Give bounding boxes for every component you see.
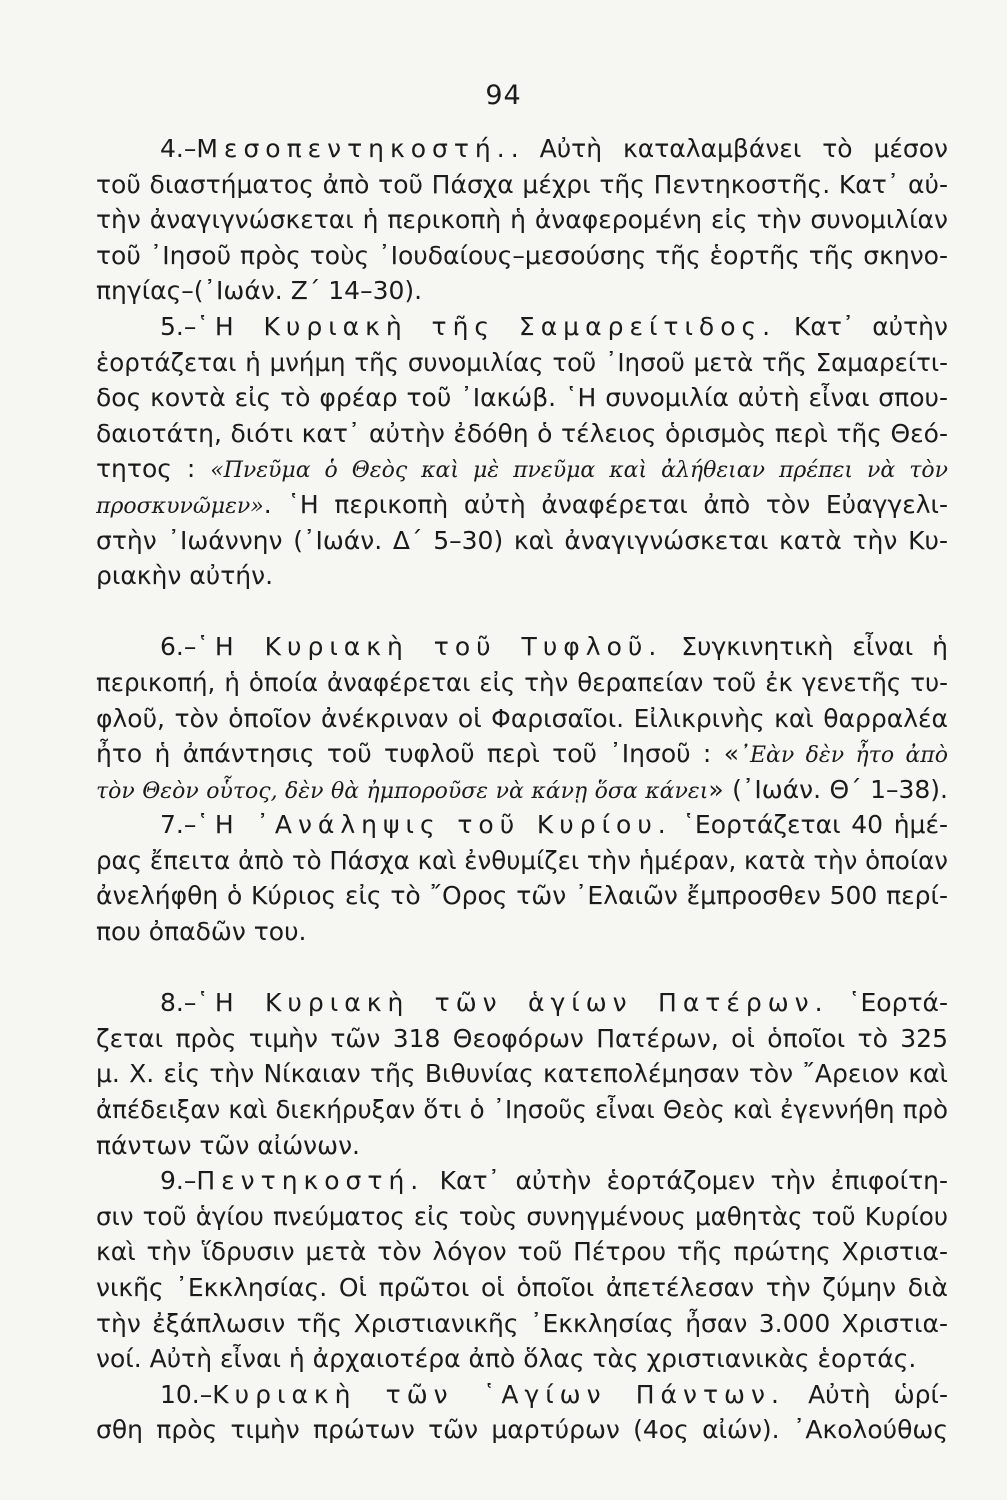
text-line	[96, 416, 948, 452]
text-line	[96, 701, 948, 737]
text-line	[96, 1234, 948, 1270]
section-heading: Μεσοπεντηκοστή.	[196, 134, 511, 163]
text-line	[96, 345, 948, 381]
text-line	[96, 1270, 948, 1306]
text-line	[96, 558, 948, 594]
text-run: που ὀπαδῶν του.	[96, 917, 307, 947]
text-run: ἀνελήφθη ὁ Κύριος εἰς τὸ ῎Ορος τῶν ᾽Ελαιῶν ἔμπροσθεν 500 περί-	[96, 881, 948, 911]
text-run: ρας ἔπειτα ἀπὸ τὸ Πάσχα καὶ ἐνθυμίζει τὴν ἡμέραν, κατὰ τὴν ὁποίαν	[96, 845, 948, 875]
body-text	[96, 131, 948, 1448]
text-run: τὴν ἀναγιγνώσκεται ἡ περικοπὴ ἡ ἀναφερομένη εἰς τὴν συνομιλίαν	[96, 205, 948, 235]
text-run: φλοῦ, τὸν ὁποῖον ἀνέκριναν οἱ Φαρισαῖοι. Εἰλικρινὴς καὶ θαρραλέα	[96, 703, 948, 733]
text-run: Κατ᾽ αὐτὴν ἑορτάζομεν τὴν ἐπιφοίτη-	[424, 1166, 948, 1196]
text-run: Αὐτὴ ὡρί-	[784, 1379, 948, 1409]
text-run: ἑορτάζεται ἡ μνήμη τῆς συνομιλίας τοῦ ᾽Ιησοῦ μετὰ τῆς Σαμαρείτι-	[96, 347, 948, 377]
text-run: 7.–	[160, 810, 197, 840]
text-line	[96, 914, 948, 950]
text-run: τοῦ διαστήματος ἀπὸ τοῦ Πάσχα μέχρι τῆς Πεντηκοστῆς. Κατ᾽ αὐ-	[96, 169, 948, 199]
text-line	[96, 1021, 948, 1057]
text-line	[96, 273, 948, 309]
text-run: 5.–	[160, 311, 197, 341]
quotation: ᾽Εὰν δὲν ἦτο ἀπὸ	[739, 743, 948, 769]
text-run: νικῆς ᾽Εκκλησίας. Οἱ πρῶτοι οἱ ὁποῖοι ἀπετέλεσαν τὴν ζύμην διὰ	[96, 1273, 948, 1302]
text-line	[96, 1412, 948, 1448]
text-run: 10.–	[160, 1379, 213, 1409]
text-run: 4.–	[160, 134, 197, 163]
text-run: ῾Εορτά-	[828, 988, 948, 1018]
quotation: προσκυνῶμεν»	[96, 493, 264, 519]
section-heading: ῾Η Κυριακὴ τῆς Σαμαρείτιδος.	[196, 311, 777, 341]
text-run: . Αὐτὴ καταλαμβάνει τὸ μέσον	[510, 134, 948, 163]
text-run: Κατ᾽ αὐτὴν	[776, 311, 948, 341]
quotation: τὸν Θεὸν οὗτος, δὲν θὰ ἠμποροῦσε νὰ κάνῃ ὅσα κάνει	[96, 778, 709, 804]
text-run: νοί. Αὐτὴ εἶναι ἡ ἀρχαιοτέρα ἀπὸ ὅλας τὰς χριστιανικὰς ἑορτάς.	[96, 1344, 917, 1374]
text-line	[96, 131, 948, 167]
text-run: ῾Εορτάζεται 40 ἡμέ-	[671, 810, 948, 840]
text-run: τοῦ ᾽Ιησοῦ πρὸς τοὺς ᾽Ιουδαίους–μεσούσης τῆς ἑορτῆς τῆς σκηνο-	[96, 240, 948, 270]
text-line	[96, 1341, 948, 1377]
section-heading: Πεντηκοστή.	[196, 1166, 425, 1196]
section-heading: ῾Η Κυριακὴ τῶν ἁγίων Πατέρων.	[196, 988, 829, 1018]
section-heading: ῾Η Κυριακὴ τοῦ Τυφλοῦ.	[196, 632, 663, 662]
text-line	[96, 1092, 948, 1128]
text-run: ριακὴν αὐτήν.	[96, 561, 274, 591]
text-line	[96, 238, 948, 274]
text-run: . ῾Η περικοπὴ αὐτὴ ἀναφέρεται ἀπὸ τὸν Εὐαγγελι-	[263, 489, 948, 519]
text-run: πηγίας–(᾽Ιωάν. Ζ΄ 14–30).	[96, 276, 423, 306]
text-run: 9.–	[160, 1166, 197, 1196]
text-line	[96, 451, 948, 487]
text-line	[96, 736, 948, 772]
text-run: μ. Χ. εἰς τὴν Νίκαιαν τῆς Βιθυνίας κατεπολέμησαν τὸν ῎Αρειον καὶ	[96, 1059, 948, 1089]
text-run: τητος :	[96, 454, 211, 484]
text-run: σιν τοῦ ἁγίου πνεύματος εἰς τοὺς συνηγμένους μαθητὰς τοῦ Κυρίου	[96, 1201, 948, 1231]
text-line	[96, 1163, 948, 1199]
text-line	[96, 380, 948, 416]
text-line	[96, 487, 948, 523]
text-run: πάντων τῶν αἰώνων.	[96, 1130, 360, 1160]
text-run: ἀπέδειξαν καὶ διεκήρυξαν ὅτι ὁ ᾽Ιησοῦς εἶναι Θεὸς καὶ ἐγεννήθη πρὸ	[96, 1095, 948, 1125]
text-line	[96, 1056, 948, 1092]
text-run: » (᾽Ιωάν. Θ΄ 1–38).	[708, 774, 948, 804]
quotation: «Πνεῦμα ὁ Θεὸς καὶ μὲ πνεῦμα καὶ ἀλήθειαν πρέπει νὰ τὸν	[210, 458, 948, 484]
text-run: δαιοτάτη, διότι κατ᾽ αὐτὴν ἐδόθη ὁ τέλειος ὁρισμὸς περὶ τῆς Θεό-	[96, 418, 948, 448]
page-number: 94	[485, 80, 522, 111]
text-line	[96, 167, 948, 203]
text-run: ζεται πρὸς τιμὴν τῶν 318 Θεοφόρων Πατέρων, οἱ ὁποῖοι τὸ 325	[96, 1023, 948, 1053]
text-line	[96, 878, 948, 914]
text-line	[96, 1128, 948, 1164]
section-heading: ῾Η ᾽Ανάληψις τοῦ Κυρίου.	[196, 810, 672, 840]
text-run: περικοπή, ἡ ὁποία ἀναφέρεται εἰς τὴν θεραπείαν τοῦ ἐκ γενετῆς τυ-	[96, 667, 948, 697]
text-run: ἦτο ἡ ἀπάντησις τοῦ τυφλοῦ περὶ τοῦ ᾽Ιησοῦ : «	[96, 739, 739, 769]
text-line	[96, 807, 948, 843]
text-run: σθη πρὸς τιμὴν πρώτων τῶν μαρτύρων (4ος αἰών). ᾽Ακολούθως	[96, 1415, 948, 1445]
text-line	[96, 1377, 948, 1413]
text-line	[96, 629, 948, 665]
text-run: 8.–	[160, 988, 197, 1018]
text-run: στὴν ᾽Ιωάννην (᾽Ιωάν. Δ΄ 5–30) καὶ ἀναγιγνώσκεται κατὰ τὴν Κυ-	[96, 525, 948, 555]
text-line	[96, 1199, 948, 1235]
text-run: καὶ τὴν ἵδρυσιν μετὰ τὸν λόγον τοῦ Πέτρου τῆς πρώτης Χριστια-	[96, 1237, 948, 1267]
section-heading: Κυριακὴ τῶν ῾Αγίων Πάντων.	[212, 1379, 785, 1409]
text-line	[96, 309, 948, 345]
text-line	[96, 772, 948, 808]
text-line	[96, 665, 948, 701]
text-line	[96, 523, 948, 559]
text-run: δος κοντὰ εἰς τὸ φρέαρ τοῦ ᾽Ιακώβ. ῾Η συνομιλία αὐτὴ εἶναι σπου-	[96, 383, 948, 413]
text-run: τὴν ἐξάπλωσιν τῆς Χριστιανικῆς ᾽Εκκλησίας ἦσαν 3.000 Χριστια-	[96, 1308, 948, 1338]
text-line	[96, 1306, 948, 1342]
text-line	[96, 202, 948, 238]
text-line	[96, 843, 948, 879]
text-line	[96, 985, 948, 1021]
text-run: 6.–	[160, 632, 197, 662]
text-run: Συγκινητικὴ εἶναι ἡ	[662, 632, 948, 662]
